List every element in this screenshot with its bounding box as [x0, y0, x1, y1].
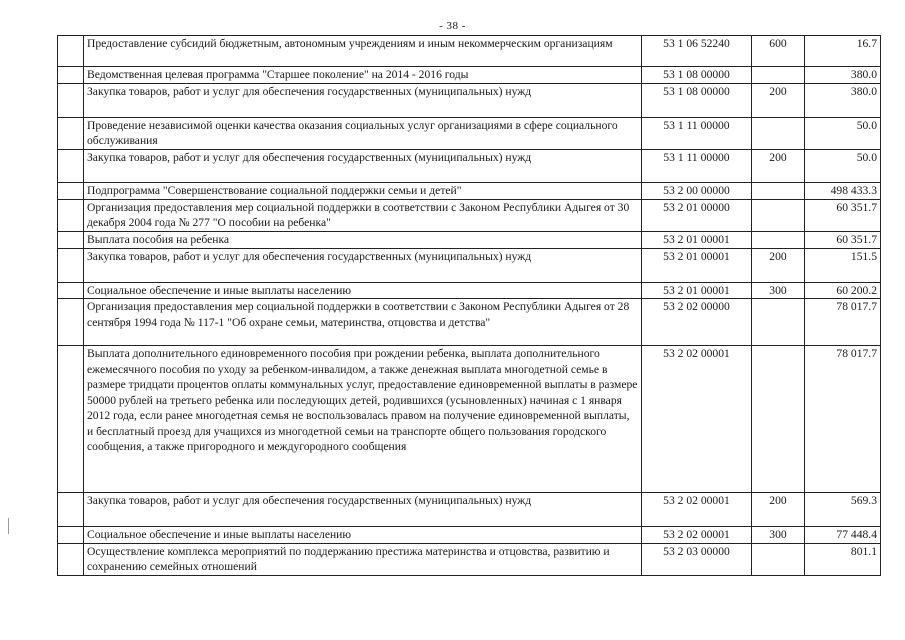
row-code: 53 1 08 00000 [642, 67, 752, 84]
row-sum: 16.7 [805, 36, 881, 67]
blank-cell [58, 527, 84, 544]
row-name: Социальное обеспечение и иные выплаты населению [84, 527, 642, 544]
blank-cell [58, 282, 84, 299]
row-sum: 380.0 [805, 83, 881, 117]
table-row [58, 36, 881, 67]
table-row [58, 231, 881, 248]
row-expense-type [752, 543, 805, 575]
row-expense-type [752, 199, 805, 231]
table-row [58, 182, 881, 199]
row-expense-type: 200 [752, 149, 805, 182]
row-name: Выплата пособия на ребенка [84, 231, 642, 248]
blank-cell [58, 67, 84, 84]
blank-cell [58, 299, 84, 346]
row-sum: 77 448.4 [805, 527, 881, 544]
row-expense-type [752, 67, 805, 84]
row-expense-type [752, 231, 805, 248]
table-row [58, 117, 881, 149]
row-name: Ведомственная целевая программа "Старшее поколение" на 2014 - 2016 годы [84, 67, 642, 84]
row-name: Социальное обеспечение и иные выплаты населению [84, 282, 642, 299]
row-name: Проведение независимой оценки качества оказания социальных услуг организациями в сфере социального обслуживания [84, 117, 642, 149]
blank-cell [58, 117, 84, 149]
row-expense-type: 300 [752, 282, 805, 299]
table-row [58, 493, 881, 527]
row-expense-type: 200 [752, 83, 805, 117]
row-expense-type [752, 117, 805, 149]
row-sum: 498 433.3 [805, 182, 881, 199]
row-code: 53 2 00 00000 [642, 182, 752, 199]
row-name: Предоставление субсидий бюджетным, автономным учреждениям и иным некоммерческим организациям [84, 36, 642, 67]
row-code: 53 2 02 00000 [642, 299, 752, 346]
table-row [58, 346, 881, 493]
row-name: Подпрограмма "Совершенствование социальной поддержки семьи и детей" [84, 182, 642, 199]
blank-cell [58, 231, 84, 248]
row-expense-type: 600 [752, 36, 805, 67]
margin-mark [8, 518, 11, 534]
table-row [58, 299, 881, 346]
row-expense-type: 200 [752, 493, 805, 527]
row-sum: 78 017.7 [805, 346, 881, 493]
blank-cell [58, 36, 84, 67]
row-sum: 50.0 [805, 117, 881, 149]
blank-cell [58, 83, 84, 117]
row-sum: 801.1 [805, 543, 881, 575]
table-row [58, 149, 881, 182]
row-sum: 151.5 [805, 248, 881, 282]
row-sum: 60 200.2 [805, 282, 881, 299]
row-sum: 60 351.7 [805, 199, 881, 231]
row-sum: 569.3 [805, 493, 881, 527]
row-sum: 50.0 [805, 149, 881, 182]
blank-cell [58, 199, 84, 231]
row-code: 53 2 03 00000 [642, 543, 752, 575]
row-code: 53 2 01 00000 [642, 199, 752, 231]
table-row [58, 527, 881, 544]
row-expense-type: 200 [752, 248, 805, 282]
row-name: Осуществление комплекса мероприятий по поддержанию престижа материнства и отцовства, развитию и сохранению семейных отношений [84, 543, 642, 575]
row-code: 53 2 01 00001 [642, 282, 752, 299]
blank-cell [58, 493, 84, 527]
row-code: 53 2 01 00001 [642, 231, 752, 248]
row-expense-type: 300 [752, 527, 805, 544]
page-number: - 38 - [439, 20, 466, 32]
table-row [58, 543, 881, 575]
row-code: 53 2 02 00001 [642, 346, 752, 493]
row-code: 53 1 06 52240 [642, 36, 752, 67]
table-row [58, 83, 881, 117]
row-code: 53 1 08 00000 [642, 83, 752, 117]
budget-table [57, 35, 881, 576]
row-name: Организация предоставления мер социальной поддержки в соответствии с Законом Республики Адыгея от 30 декабря 2004 года № 277 "О пособии на ребенка" [84, 199, 642, 231]
row-name: Закупка товаров, работ и услуг для обеспечения государственных (муниципальных) нужд [84, 493, 642, 527]
row-expense-type [752, 182, 805, 199]
table-row [58, 67, 881, 84]
blank-cell [58, 248, 84, 282]
row-code: 53 1 11 00000 [642, 117, 752, 149]
row-name: Закупка товаров, работ и услуг для обеспечения государственных (муниципальных) нужд [84, 149, 642, 182]
row-sum: 60 351.7 [805, 231, 881, 248]
table-row [58, 248, 881, 282]
table-row [58, 282, 881, 299]
row-name: Закупка товаров, работ и услуг для обеспечения государственных (муниципальных) нужд [84, 83, 642, 117]
blank-cell [58, 149, 84, 182]
row-expense-type [752, 346, 805, 493]
row-code: 53 1 11 00000 [642, 149, 752, 182]
row-sum: 380.0 [805, 67, 881, 84]
row-name: Организация предоставления мер социальной поддержки в соответствии с Законом Республики Адыгея от 28 сентября 1994 года № 117-1 "Об охране семьи, материнства, отцовства и детства" [84, 299, 642, 346]
row-sum: 78 017.7 [805, 299, 881, 346]
row-name: Закупка товаров, работ и услуг для обеспечения государственных (муниципальных) нужд [84, 248, 642, 282]
row-code: 53 2 01 00001 [642, 248, 752, 282]
row-code: 53 2 02 00001 [642, 493, 752, 527]
blank-cell [58, 182, 84, 199]
row-code: 53 2 02 00001 [642, 527, 752, 544]
row-name: Выплата дополнительного единовременного пособия при рождении ребенка, выплата дополнительного ежемесячного пособия по уходу за ребенком-инвалидом, а также денежная выплата многодетной семье в размере тридцати процентов оплаты коммунальных услуг, предоставление единовременной выплаты в размере 50000 рублей на третьего ребенка или последующих детей, родившихся (усыновленных) начиная с 1 января 2012 года, если ранее многодетная семья не воспользовалась правом на получение единовременной выплаты, и бесплатный проезд для учащихся из многодетной семьи на транспорте общего пользования городского сообщения, а также пригородного и междугородного сообщения [84, 346, 642, 493]
blank-cell [58, 543, 84, 575]
table-row [58, 199, 881, 231]
blank-cell [58, 346, 84, 493]
row-expense-type [752, 299, 805, 346]
